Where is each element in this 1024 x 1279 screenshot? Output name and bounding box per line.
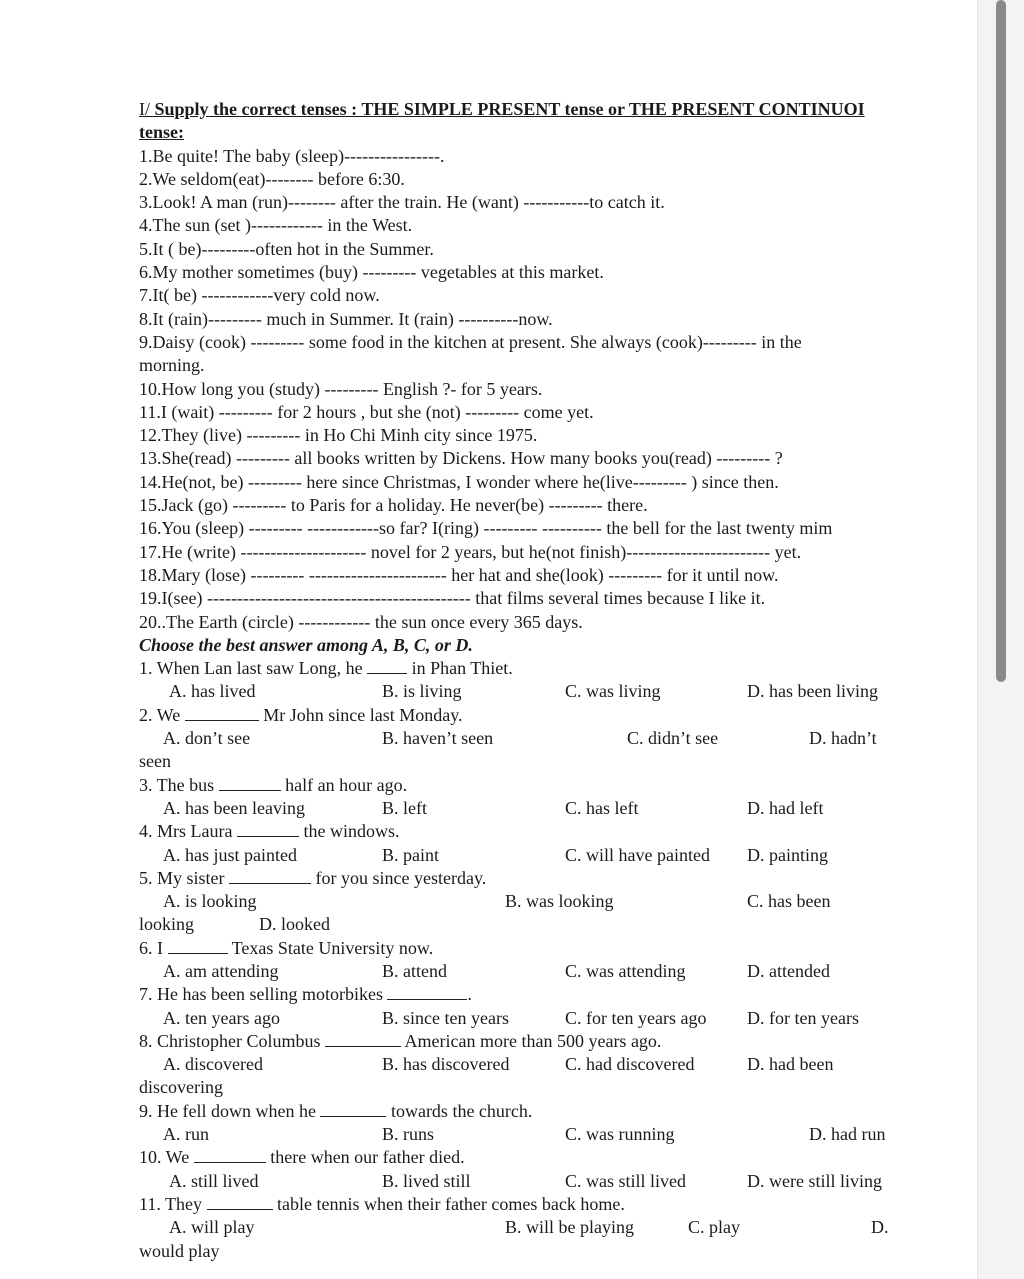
option-b: B. paint — [382, 844, 439, 865]
exercise-line: 1.Be quite! The baby (sleep)----------------. — [139, 145, 445, 166]
question-text: for you since yesterday. — [311, 867, 487, 888]
question-stem — [139, 1146, 959, 1169]
worksheet — [139, 98, 959, 1263]
option-d: D. for ten years — [747, 1007, 859, 1028]
exercise-line: 10.How long you (study) --------- English ?- for 5 years. — [139, 378, 543, 399]
option-c: C. didn’t see — [627, 728, 719, 749]
exercise-line: 15.Jack (go) --------- to Paris for a holiday. He never(be) --------- there. — [139, 495, 648, 516]
option-b: B. runs — [382, 1124, 435, 1145]
question-stem — [139, 983, 959, 1006]
option-c: C. was running — [565, 1124, 675, 1145]
option-d: D. had left — [747, 797, 824, 818]
option-a: A. has just painted — [163, 844, 297, 865]
question-stem — [139, 1030, 959, 1053]
exercise-line: 2.We seldom(eat)-------- before 6:30. — [139, 168, 405, 189]
question-stem — [139, 1100, 959, 1123]
answer-blank — [185, 704, 259, 721]
options-row — [139, 1216, 959, 1239]
exercise-line: 9.Daisy (cook) --------- some food in the kitchen at present. She always (cook)--------- in the — [139, 331, 802, 352]
option-d: D. had run — [809, 1124, 886, 1145]
options-row — [139, 1123, 959, 1146]
question-text: the windows. — [298, 821, 400, 842]
question-stem — [139, 774, 959, 797]
answer-blank — [194, 1146, 266, 1163]
exercise-line: 18.Mary (lose) --------- ----------------------- her hat and she(look) --------- for it until now. — [139, 564, 779, 585]
question-text: Texas State University now. — [227, 937, 434, 958]
part2-heading: Choose the best answer among A, B, C, or D. — [139, 634, 473, 655]
option-wrap-text: discovering — [139, 1077, 223, 1098]
answer-blank — [367, 657, 407, 674]
option-d: D. were still living — [747, 1170, 882, 1191]
options-row — [139, 680, 959, 703]
question-text: half an hour ago. — [280, 774, 408, 795]
question-text: 1. When Lan last saw Long, he — [139, 658, 368, 679]
exercise-line: 13.She(read) --------- all books written by Dickens. How many books you(read) --------- ? — [139, 448, 783, 469]
exercise-line: morning. — [139, 355, 205, 376]
exercise-line: 16.You (sleep) --------- ------------so far? I(ring) --------- ---------- the bell for the last twenty mim — [139, 518, 833, 539]
option-a: A. still lived — [169, 1170, 259, 1191]
option-wrap-text: seen — [139, 751, 171, 772]
option-b: B. will be playing — [505, 1217, 634, 1238]
option-d: D. has been living — [747, 681, 878, 702]
option-c: C. will have painted — [565, 844, 710, 865]
answer-blank — [320, 1100, 386, 1117]
answer-blank — [325, 1030, 401, 1047]
option-c: C. play — [688, 1217, 740, 1238]
answer-blank — [387, 983, 467, 1000]
question-text: 8. Christopher Columbus — [139, 1030, 326, 1051]
options-row — [139, 797, 959, 820]
exercise-line: 4.The sun (set )------------ in the West. — [139, 215, 413, 236]
options-row — [139, 913, 959, 936]
title-prefix: I/ — [139, 99, 155, 119]
title-text: Supply the correct tenses : THE SIMPLE PRESENT tense or THE PRESENT CONTINUOI — [154, 99, 865, 119]
option-b: B. lived still — [382, 1170, 471, 1191]
exercise-line: 17.He (write) --------------------- novel for 2 years, but he(not finish)------------------------ yet. — [139, 541, 802, 562]
option-d: D. — [871, 1217, 889, 1238]
options-row — [139, 1170, 959, 1193]
option-b: B. attend — [382, 960, 447, 981]
exercise-line: 14.He(not, be) --------- here since Christmas, I wonder where he(live--------- ) since then. — [139, 471, 779, 492]
exercise-line: 8.It (rain)--------- much in Summer. It (rain) ----------now. — [139, 308, 553, 329]
exercise-line: 19.I(see) -------------------------------------------- that films several times because I like it. — [139, 588, 766, 609]
option-a: A. has lived — [169, 681, 256, 702]
question-text: 4. Mrs Laura — [139, 821, 237, 842]
option-d: D. hadn’t — [809, 728, 877, 749]
question-stem — [139, 704, 959, 727]
question-text: in Phan Thiet. — [407, 658, 513, 679]
answer-blank — [207, 1193, 273, 1210]
scrollbar[interactable] — [977, 0, 1024, 1279]
option-a: A. discovered — [163, 1054, 263, 1075]
option-c: C. was still lived — [565, 1170, 686, 1191]
question-stem — [139, 820, 959, 843]
option-d: D. looked — [259, 914, 330, 935]
option-b: B. is living — [382, 681, 462, 702]
exercise-line: 20..The Earth (circle) ------------ the sun once every 365 days. — [139, 611, 583, 632]
option-c: C. for ten years ago — [565, 1007, 707, 1028]
option-b: B. was looking — [505, 891, 614, 912]
option-wrap-text: looking — [139, 914, 195, 935]
option-b: B. left — [382, 797, 427, 818]
question-text: 7. He has been selling motorbikes — [139, 984, 388, 1005]
question-text: 10. We — [139, 1147, 194, 1168]
option-a: A. run — [163, 1124, 209, 1145]
option-c: C. has left — [565, 797, 639, 818]
scrollbar-thumb[interactable] — [996, 0, 1006, 682]
options-row — [139, 960, 959, 983]
option-wrap-text: would play — [139, 1240, 220, 1261]
question-stem — [139, 657, 959, 680]
option-c: C. had discovered — [565, 1054, 695, 1075]
part1-title — [139, 98, 959, 121]
options-row — [139, 844, 959, 867]
question-text: Mr John since last Monday. — [258, 704, 463, 725]
exercise-line: 11.I (wait) --------- for 2 hours , but she (not) --------- come yet. — [139, 401, 594, 422]
exercise-line: 7.It( be) ------------very cold now. — [139, 285, 380, 306]
question-stem — [139, 867, 959, 890]
exercise-line: 5.It ( be)---------often hot in the Summer. — [139, 238, 434, 259]
options-row — [139, 1007, 959, 1030]
question-text: 6. I — [139, 937, 168, 958]
option-c: C. was attending — [565, 960, 686, 981]
option-a: A. has been leaving — [163, 797, 305, 818]
question-text: towards the church. — [386, 1100, 533, 1121]
question-stem — [139, 1193, 959, 1216]
answer-blank — [237, 820, 299, 837]
exercise-line: 6.My mother sometimes (buy) --------- vegetables at this market. — [139, 262, 604, 283]
question-text: American more than 500 years ago. — [401, 1030, 662, 1051]
question-stem — [139, 937, 959, 960]
question-text: 3. The bus — [139, 774, 219, 795]
option-b: B. since ten years — [382, 1007, 509, 1028]
option-d: D. had been — [747, 1054, 834, 1075]
question-text: table tennis when their father comes back home. — [272, 1193, 625, 1214]
question-text: there when our father died. — [265, 1147, 465, 1168]
answer-blank — [229, 867, 311, 884]
option-b: B. haven’t seen — [382, 728, 494, 749]
option-a: A. don’t see — [163, 728, 251, 749]
answer-blank — [168, 937, 228, 954]
answer-blank — [219, 774, 281, 791]
option-a: A. will play — [169, 1217, 255, 1238]
question-text: 11. They — [139, 1193, 207, 1214]
option-d: D. painting — [747, 844, 828, 865]
option-a: A. ten years ago — [163, 1007, 280, 1028]
option-c: C. was living — [565, 681, 661, 702]
option-c: C. has been — [747, 891, 831, 912]
options-row — [139, 890, 959, 913]
option-b: B. has discovered — [382, 1054, 510, 1075]
exercise-line: 3.Look! A man (run)-------- after the train. He (want) -----------to catch it. — [139, 192, 665, 213]
options-row — [139, 1053, 959, 1076]
question-text: . — [467, 984, 472, 1005]
question-text: 5. My sister — [139, 867, 229, 888]
question-text: 9. He fell down when he — [139, 1100, 321, 1121]
option-a: A. is looking — [163, 891, 257, 912]
option-a: A. am attending — [163, 960, 279, 981]
options-row — [139, 727, 959, 750]
exercise-line: 12.They (live) --------- in Ho Chi Minh city since 1975. — [139, 425, 538, 446]
option-d: D. attended — [747, 960, 830, 981]
title-continuation: tense: — [139, 122, 184, 143]
question-text: 2. We — [139, 704, 185, 725]
